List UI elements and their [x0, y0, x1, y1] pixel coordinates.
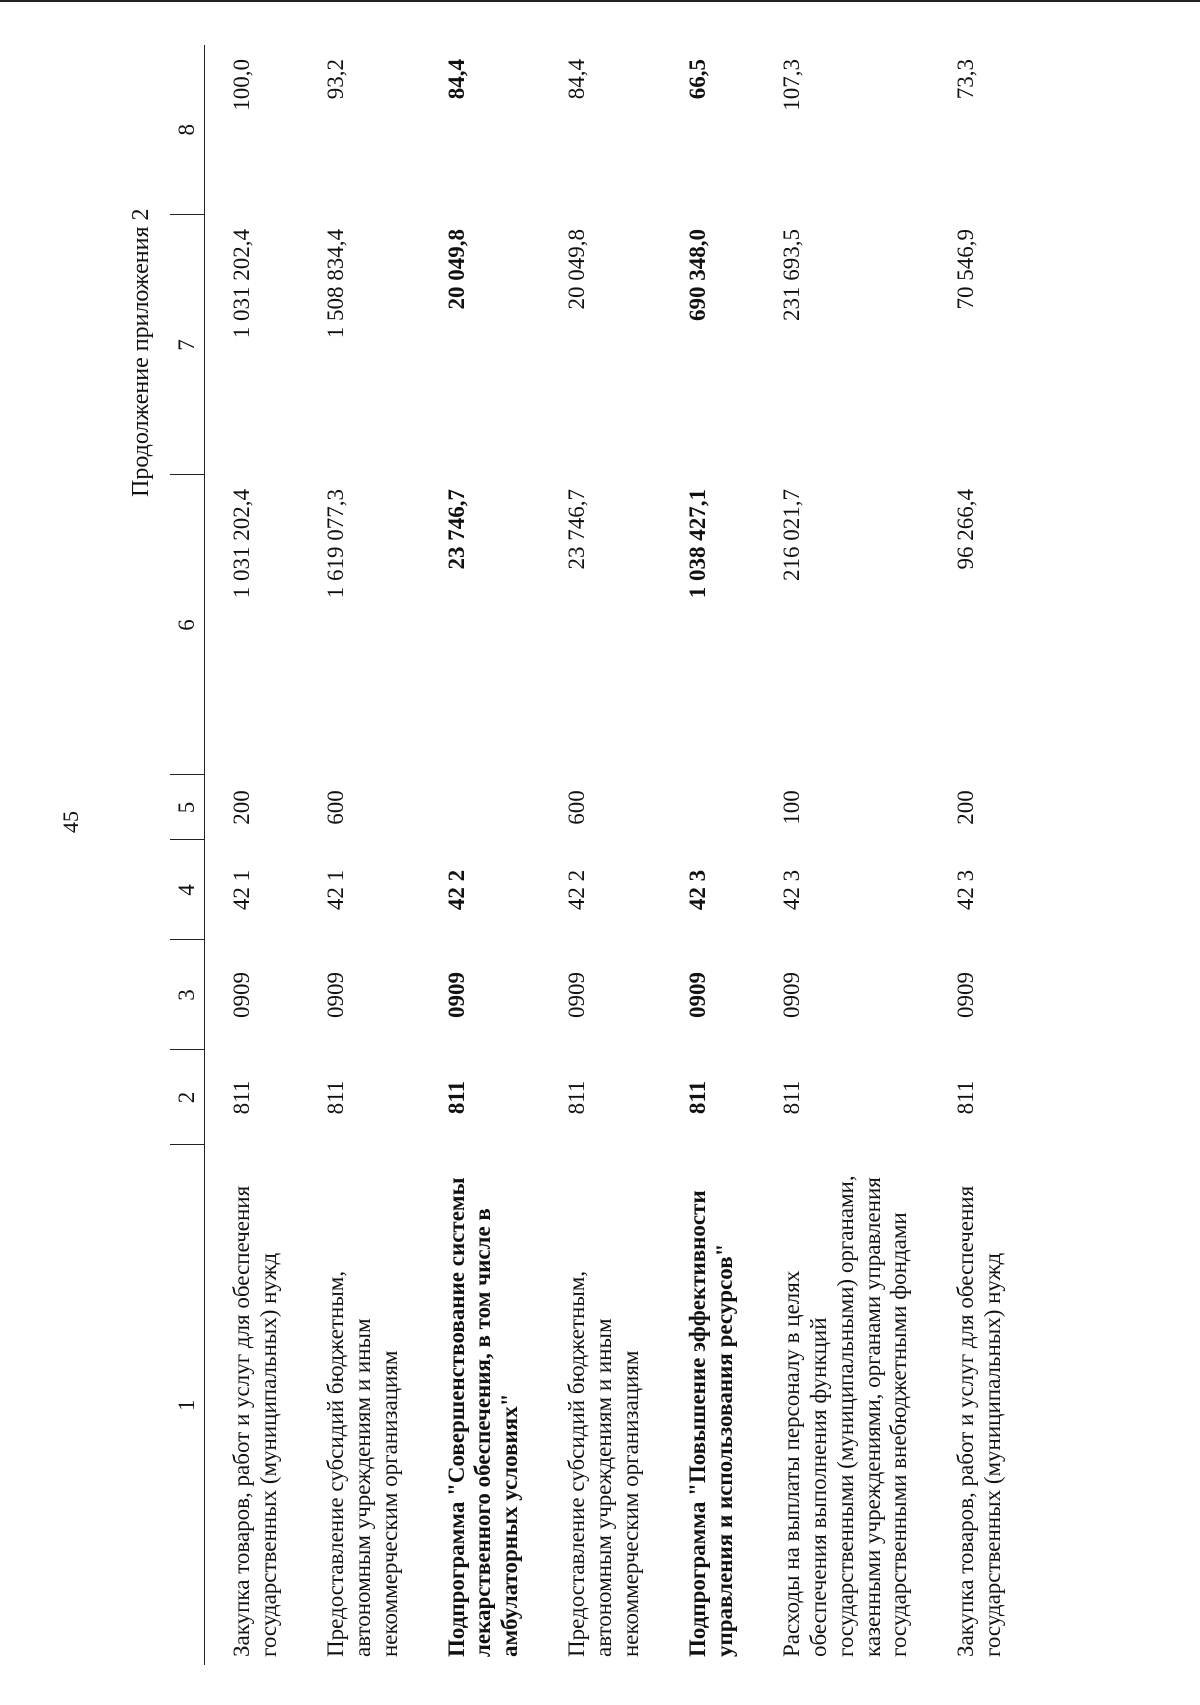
row-section: 0909: [953, 972, 979, 1018]
row-actual-amount: 231 693,5: [778, 229, 804, 321]
row-code: 811: [684, 1080, 710, 1115]
row-expense-type: [661, 775, 755, 840]
row-percent: 84,4: [564, 59, 590, 100]
column-header: 7: [170, 215, 205, 475]
table-row: [929, 45, 1023, 1665]
row-section: 0909: [684, 972, 710, 1018]
row-name: Подпрограмма "Совершенствование системы лекарственного обеспечения, в том числе в амбулаторных условиях": [443, 1177, 523, 1657]
row-percent: 93,2: [322, 59, 348, 100]
row-name: Закупка товаров, работ и услуг для обеспечения государственных (муниципальных) нужд: [953, 1185, 1006, 1657]
row-code: 811: [953, 1080, 979, 1115]
row-target: 42 3: [778, 869, 804, 911]
row-expense-type: 200: [953, 790, 979, 825]
table-row: [755, 45, 930, 1665]
row-name: Подпрограмма "Повышение эффективности управления и использования ресурсов": [684, 1190, 737, 1657]
row-expense-type: 600: [564, 790, 590, 825]
row-section: 0909: [322, 972, 348, 1018]
row-target: 42 3: [684, 869, 710, 911]
table-row: [299, 45, 420, 1665]
row-code: 811: [564, 1080, 590, 1115]
row-section: 0909: [778, 972, 804, 1018]
row-planned-amount: 1 619 077,3: [322, 489, 348, 599]
row-name: Предоставление субсидий бюджетным, автономным учреждениям и иным некоммерческим организациям: [322, 1270, 402, 1657]
row-name: Закупка товаров, работ и услуг для обеспечения государственных (муниципальных) нужд: [229, 1185, 281, 1657]
row-code: 811: [778, 1080, 804, 1115]
row-actual-amount: 20 049,8: [564, 229, 590, 310]
row-target: 42 2: [564, 869, 590, 911]
row-target: 42 3: [953, 869, 979, 911]
row-actual-amount: 70 546,9: [953, 229, 979, 310]
column-header: 1: [170, 1145, 205, 1665]
row-name: Предоставление субсидий бюджетным, автономным учреждениям и иным некоммерческим организациям: [564, 1270, 644, 1657]
column-header: 2: [170, 1050, 205, 1145]
row-actual-amount: 1 031 202,4: [229, 229, 254, 339]
column-header: 8: [170, 45, 205, 215]
row-percent: 66,5: [684, 59, 710, 100]
row-planned-amount: 96 266,4: [953, 489, 979, 570]
row-code: 811: [229, 1080, 254, 1115]
column-header: 5: [170, 775, 205, 840]
budget-table: [170, 45, 1023, 1665]
table-header-row: [170, 45, 205, 1665]
row-planned-amount: 23 746,7: [564, 489, 590, 570]
continuation-note: Продолжение приложения 2: [128, 208, 154, 497]
row-planned-amount: 23 746,7: [443, 489, 469, 570]
row-actual-amount: 20 049,8: [443, 229, 469, 310]
table-body: [205, 45, 1024, 1665]
row-expense-type: [420, 775, 541, 840]
row-code: 811: [322, 1080, 348, 1115]
row-expense-type: 100: [778, 790, 804, 825]
table-row: [205, 45, 299, 1665]
row-expense-type: 200: [229, 790, 254, 825]
row-target: 42 2: [443, 869, 469, 911]
row-section: 0909: [229, 972, 254, 1018]
page-number: 45: [58, 811, 83, 833]
row-target: 42 1: [229, 869, 254, 911]
column-header: 3: [170, 940, 205, 1050]
table-row: [661, 45, 755, 1665]
table-row: [540, 45, 661, 1665]
row-planned-amount: 1 038 427,1: [684, 489, 710, 599]
column-header: 4: [170, 840, 205, 940]
row-percent: 84,4: [443, 59, 469, 100]
row-percent: 73,3: [953, 59, 979, 100]
table-row: [420, 45, 541, 1665]
row-section: 0909: [564, 972, 590, 1018]
row-percent: 107,3: [778, 59, 804, 111]
row-section: 0909: [443, 972, 469, 1018]
column-header: 6: [170, 475, 205, 775]
row-planned-amount: 216 021,7: [778, 489, 804, 581]
row-code: 811: [443, 1080, 469, 1115]
row-actual-amount: 1 508 834,4: [322, 229, 348, 339]
row-actual-amount: 690 348,0: [684, 229, 710, 321]
row-target: 42 1: [322, 869, 348, 911]
row-percent: 100,0: [229, 59, 254, 111]
row-expense-type: 600: [322, 790, 348, 825]
row-name: Расходы на выплаты персоналу в целях обеспечения выполнения функций государственными (муниципальными) органами, казенными учреждениями, органами управления государственными внебюджетными фондами: [778, 1175, 912, 1657]
row-planned-amount: 1 031 202,4: [229, 489, 254, 599]
